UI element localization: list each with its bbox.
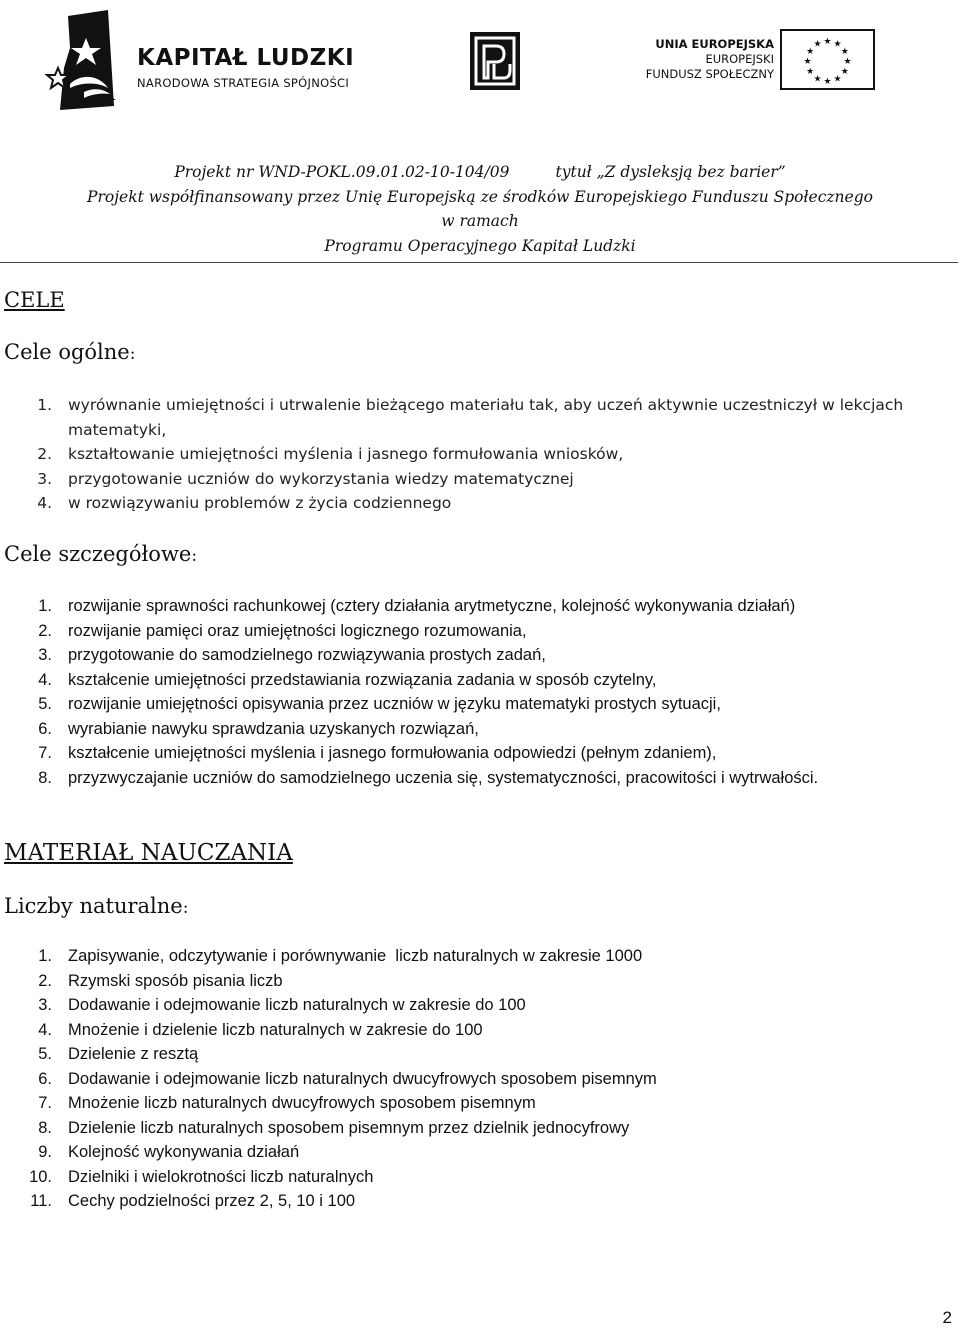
cele-ogolne-list [0,393,948,516]
list-item [0,668,948,693]
list-item [0,1165,948,1190]
cele-ogolne-heading [4,340,135,364]
list-item-text: Mnożenie liczb naturalnych dwucyfrowych sposobem pisemnym [68,1094,536,1112]
list-item-number: 5. [38,695,52,713]
eu-flag-icon [780,29,875,90]
list-item-text: wyrabianie nawyku sprawdzania uzyskanych rozwiązań, [68,719,479,738]
svg-text:★: ★ [823,37,832,47]
project-cofinancing: Projekt współfinansowany przez Unię Europejską ze środków Europejskiego Funduszu Społecznego [87,187,873,206]
list-item [0,1018,948,1043]
liczby-naturalne-heading-text: Liczby naturalne [4,894,183,918]
list-item-text-continued: matematyki, [68,420,167,439]
eu-line2: EUROPEJSKI [705,52,774,66]
cele-ogolne-colon: : [129,344,136,364]
cele-szczegolowe-list [0,594,948,790]
cele-szczegolowe-heading-text: Cele szczegółowe [4,542,192,566]
page-number: 2 [942,1308,952,1327]
list-item [0,594,948,619]
list-item-number: 9. [38,1143,52,1161]
list-item-number: 6. [38,719,52,738]
list-item-text: wyrównanie umiejętności i utrwalenie bieżącego materiału tak, aby uczeń aktywnie uczestniczył w lekcjach [68,396,904,414]
list-item-text: Mnożenie i dzielenie liczb naturalnych w zakresie do 100 [68,1020,483,1039]
list-item-number: 2. [38,621,52,640]
list-item-text: kształtowanie umiejętności myślenia i jasnego formułowania wniosków, [68,445,624,463]
logo-bar [0,0,960,120]
list-item-text: kształcenie umiejętności myślenia i jasnego formułowania odpowiedzi (pełnym zdaniem), [68,744,717,762]
header-divider [0,262,958,263]
list-item [0,692,948,717]
list-item-number: 4. [37,494,52,512]
project-program: Programu Operacyjnego Kapitał Ludzki [324,236,636,255]
material-nauczania-heading: MATERIAŁ NAUCZANIA [4,840,293,866]
project-header [0,160,960,258]
list-item [0,643,948,668]
list-item-number: 1. [37,396,52,414]
cele-szczegolowe-colon: : [191,546,198,566]
cele-ogolne-heading-text: Cele ogólne [4,340,130,364]
svg-text:★: ★ [840,47,849,57]
svg-text:★: ★ [813,39,822,50]
list-item [0,1189,948,1214]
list-item-text: rozwijanie umiejętności opisywania przez uczniów w języku matematyki prostych sytuacji, [68,695,721,713]
list-item-number: 8. [38,768,52,787]
list-item-text: Cechy podzielności przez 2, 5, 10 i 100 [68,1192,356,1210]
svg-text:★: ★ [843,57,852,67]
list-item [0,1091,948,1116]
list-item-number: 10. [29,1167,52,1186]
list-item-number: 6. [38,1069,52,1088]
list-item [0,993,948,1018]
kapital-ludzki-title: KAPITAŁ LUDZKI [137,45,355,71]
list-item-text: rozwijanie sprawności rachunkowej (cztery działania arytmetyczne, kolejność wykonywania działań) [68,597,796,615]
project-header-row1 [0,160,960,185]
svg-text:★: ★ [840,67,849,77]
kapital-ludzki-emblem-icon [40,8,132,113]
list-item-number: 8. [38,1118,52,1137]
list-item [0,717,948,742]
list-item-text: Kolejność wykonywania działań [68,1143,300,1161]
list-item-number: 7. [38,744,52,762]
list-item-number: 1. [38,597,52,615]
list-item-text: Dzielenie liczb naturalnych sposobem pisemnym przez dzielnik jednocyfrowy [68,1118,630,1137]
list-item-text: przygotowanie do samodzielnego rozwiązywania prostych zadań, [68,646,546,664]
list-item-text: Rzymski sposób pisania liczb [68,971,283,990]
list-item-number: 4. [38,1020,52,1039]
svg-text:★: ★ [806,67,815,77]
project-number: Projekt nr WND-POKL.09.01.02-10-104/09 [174,163,510,181]
list-item-number: 2. [37,445,52,463]
list-item [0,1140,948,1165]
liczby-naturalne-colon: : [182,898,189,918]
list-item-text: rozwijanie pamięci oraz umiejętności logicznego rozumowania, [68,621,527,640]
list-item [0,766,948,791]
list-item-number: 4. [38,670,52,689]
liczby-naturalne-list [0,944,948,1214]
svg-text:★: ★ [806,47,815,57]
project-w-ramach: w ramach [441,212,519,230]
list-item-text: przyzwyczajanie uczniów do samodzielnego uczenia się, systematyczności, pracowitości i wytrwałości. [68,768,819,787]
list-item-number: 1. [38,947,52,965]
list-item-number: 3. [38,996,52,1014]
list-item [0,491,948,516]
eu-line1: UNIA EUROPEJSKA [655,37,774,51]
list-item [0,1042,948,1067]
list-item [0,467,948,492]
list-item [0,1116,948,1141]
list-item-number: 2. [38,971,52,990]
svg-text:★: ★ [823,77,832,87]
list-item [0,1067,948,1092]
list-item [0,741,948,766]
svg-text:★: ★ [813,74,822,85]
eu-fund-label [630,37,774,82]
list-item-text: Dzielenie z resztą [68,1045,199,1063]
list-item-text: kształcenie umiejętności przedstawiania rozwiązania zadania w sposób czytelny, [68,670,657,689]
cele-heading: CELE [4,288,65,312]
svg-text:★: ★ [803,57,812,67]
list-item-text: Dodawanie i odejmowanie liczb naturalnych w zakresie do 100 [68,996,526,1014]
svg-text:★: ★ [833,74,842,85]
list-item [0,944,948,969]
list-item-number: 3. [37,469,52,488]
cele-szczegolowe-heading [4,542,197,566]
list-item-text: Dzielniki i wielokrotności liczb naturalnych [68,1167,374,1186]
list-item-text: Dodawanie i odejmowanie liczb naturalnych dwucyfrowych sposobem pisemnym [68,1069,657,1088]
svg-text:★: ★ [833,39,842,50]
liczby-naturalne-heading [4,894,188,918]
kapital-ludzki-subtitle: NARODOWA STRATEGIA SPÓJNOŚCI [137,76,350,90]
list-item-number: 11. [30,1192,52,1210]
list-item [0,393,948,442]
list-item-text: w rozwiązywaniu problemów z życia codziennego [68,494,452,512]
list-item [0,619,948,644]
eu-line3: FUNDUSZ SPOŁECZNY [645,67,774,81]
list-item [0,969,948,994]
project-title: tytuł „Z dysleksją bez barier” [555,163,786,181]
list-item-number: 7. [38,1094,52,1112]
list-item-number: 5. [38,1045,52,1063]
pd-logo-icon [470,32,520,90]
list-item-text: przygotowanie uczniów do wykorzystania wiedzy matematycznej [68,469,574,488]
list-item-number: 3. [38,646,52,664]
list-item [0,442,948,467]
kapital-ludzki-logo [40,8,360,113]
list-item-text: Zapisywanie, odczytywanie i porównywanie liczb naturalnych w zakresie 1000 [68,947,643,965]
